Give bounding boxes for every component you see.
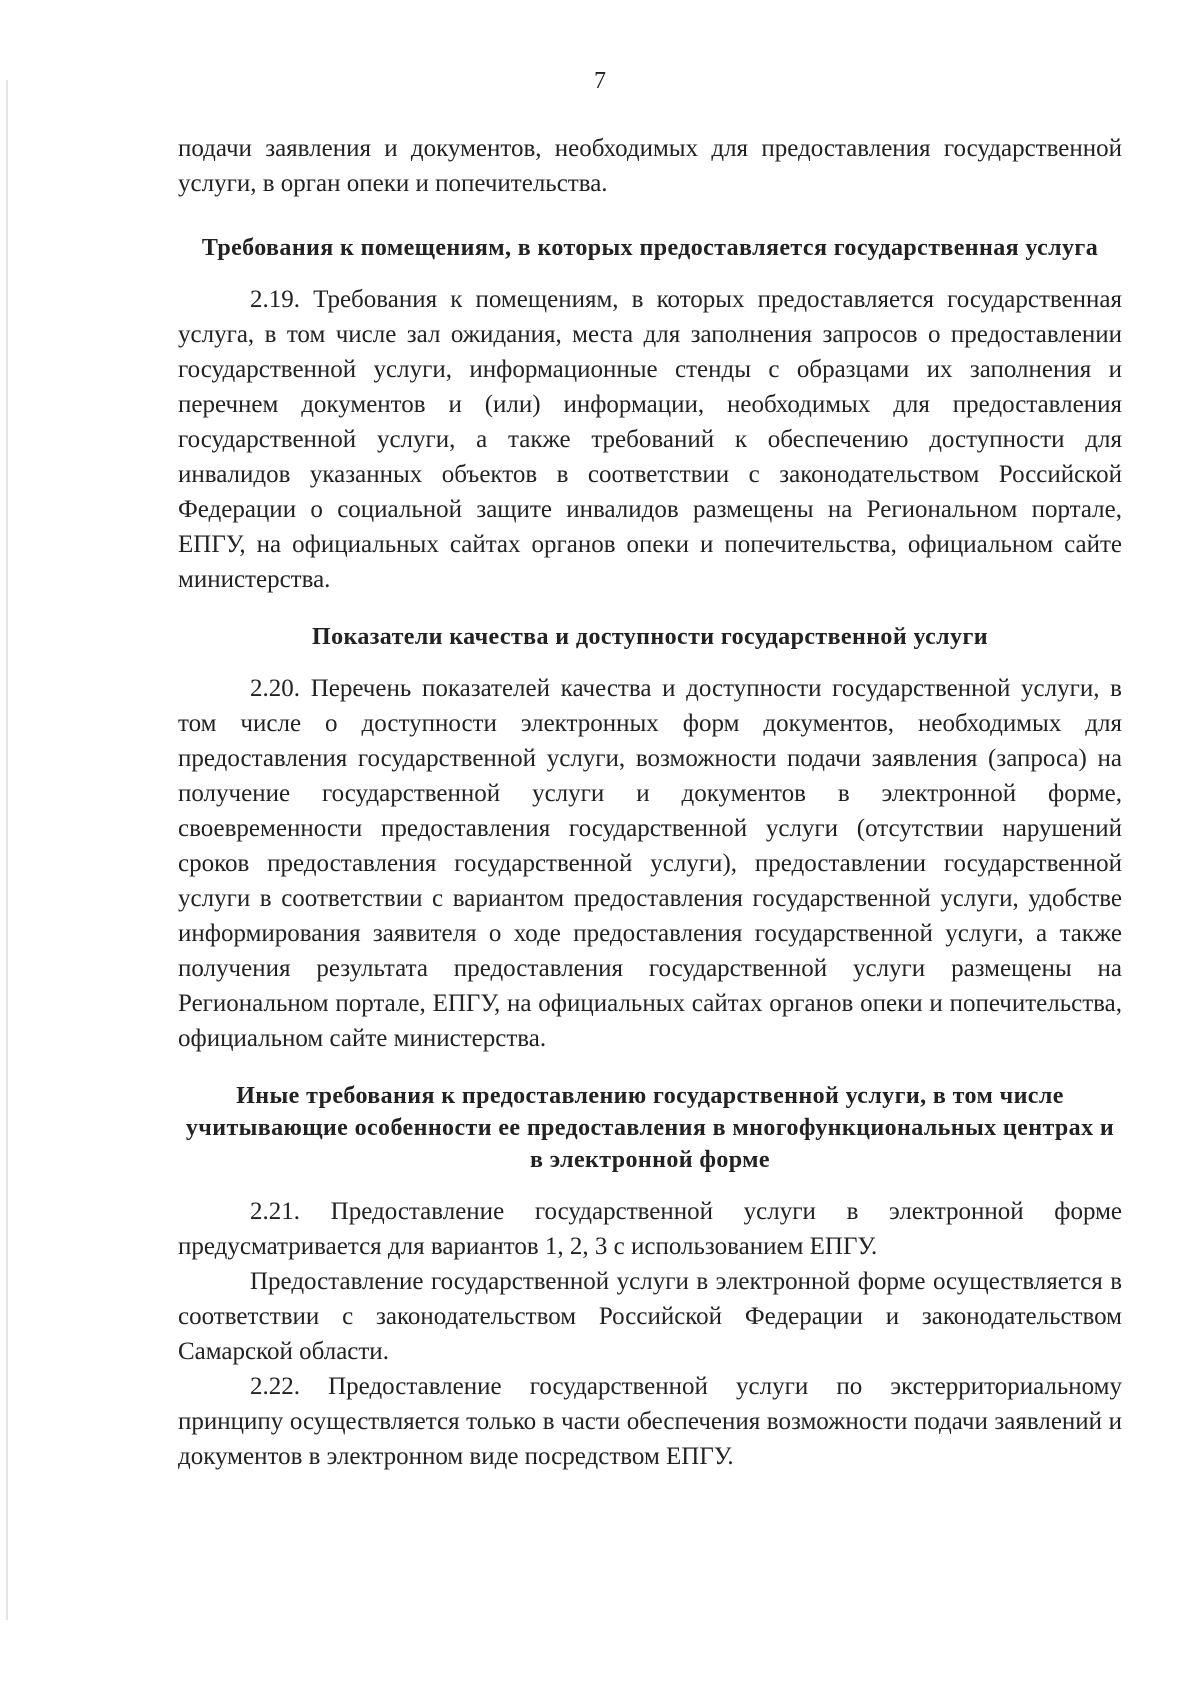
paragraph-2-21-continuation: Предоставление государственной услуги в электронной форме осуществляется в соответствии с законодательством Российской Федерации и законодательством Самарской области. (178, 1268, 1122, 1365)
document-body (178, 131, 1122, 1474)
paragraph-2-22: 2.22. Предоставление государственной услуги по экстерриториальному принципу осуществляется только в части обеспечения возможности подачи заявлений и документов в электронном виде посредством ЕПГУ. (178, 1373, 1122, 1470)
heading-premises-requirements: Требования к помещениям, в которых предоставляется государственная услуга (201, 235, 1099, 261)
page-number: 7 (594, 68, 606, 94)
heading-quality-indicators: Показатели качества и доступности государственной услуги (312, 624, 988, 650)
heading-other-requirements: Иные требования к предоставлению государственной услуги, в том числе учитывающие особенности ее предоставления в многофункциональных центрах и в электронной форме (185, 1083, 1115, 1173)
scan-edge-line (6, 80, 8, 1620)
paragraph-2-20: 2.20. Перечень показателей качества и доступности государственной услуги, в том числе о доступности электронных форм документов, необходимых для предоставления государственной услуги, возможности подачи заявления (запроса) на получение государственной услуги и документов в электронной форме, своевременности предоставления государственной услуги (отсутствии нарушений сроков предоставления государственной услуги), предоставлении государственной услуги в соответствии с вариантом предоставления государственной услуги, удобстве информирования заявителя о ходе предоставления государственной услуги, а также получения результата предоставления государственной услуги размещены на Региональном портале, ЕПГУ, на официальных сайтах органов опеки и попечительства, официальном сайте министерства. (178, 675, 1122, 1052)
paragraph-2-19: 2.19. Требования к помещениям, в которых предоставляется государственная услуга, в том числе зал ожидания, места для заполнения запросов о предоставлении государственной услуги, информационные стенды с образцами их заполнения и перечнем документов и (или) информации, необходимых для предоставления государственной услуги, а также требований к обеспечению доступности для инвалидов указанных объектов в соответствии с законодательством Российской Федерации о социальной защите инвалидов размещены на Региональном портале, ЕПГУ, на официальных сайтах органов опеки и попечительства, официальном сайте министерства. (178, 286, 1122, 593)
paragraph-2-21: 2.21. Предоставление государственной услуги в электронной форме предусматривается для вариантов 1, 2, 3 с использованием ЕПГУ. (178, 1198, 1122, 1260)
intro-paragraph: подачи заявления и документов, необходимых для предоставления государственной услуги, в орган опеки и попечительства. (178, 135, 1122, 197)
